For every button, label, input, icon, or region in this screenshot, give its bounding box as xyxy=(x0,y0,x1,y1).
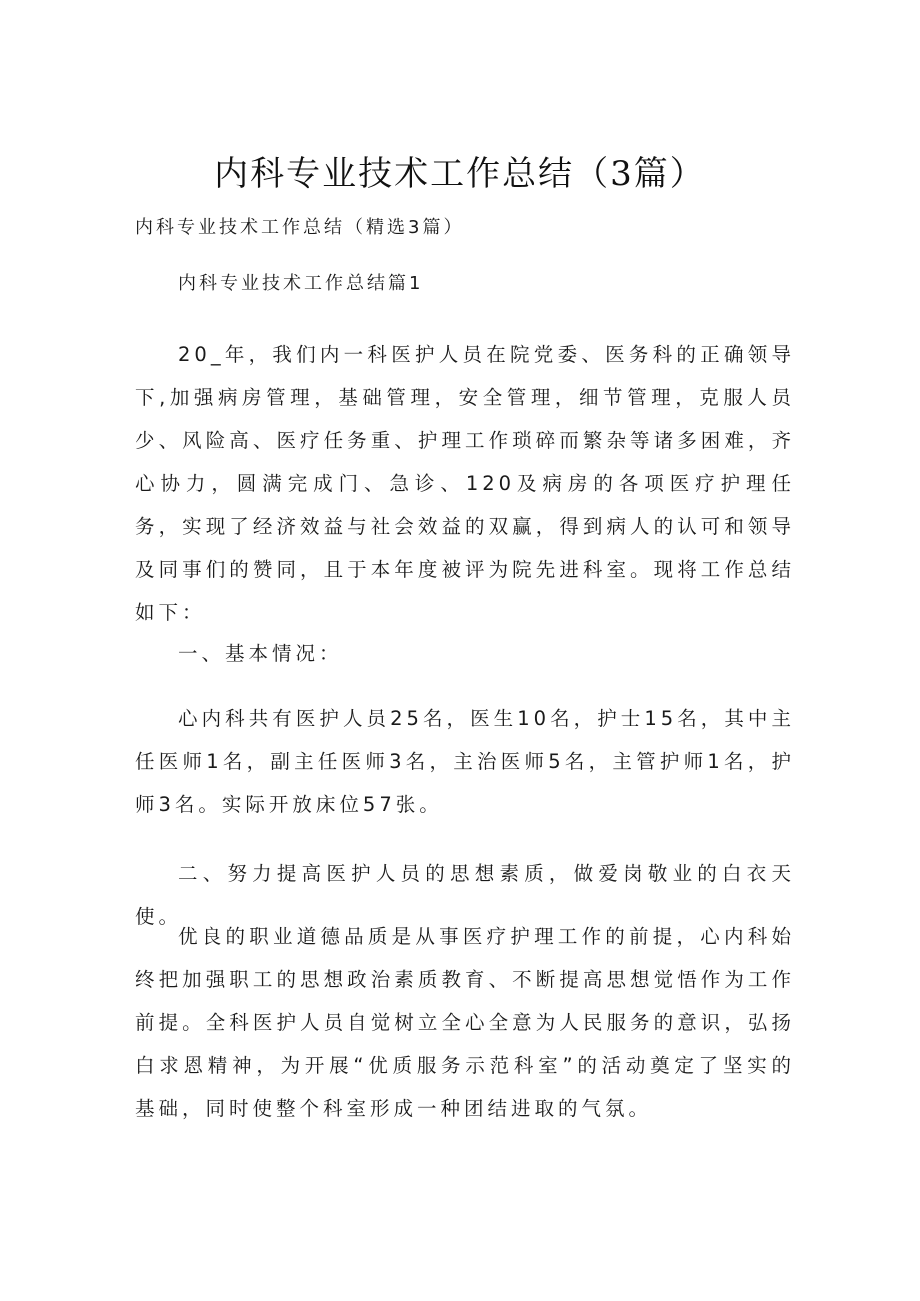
document-subtitle: 内科专业技术工作总结（精选3篇） xyxy=(135,217,465,238)
paragraph-professional-ethics: 优良的职业道德品质是从事医疗护理工作的前提，心内科始终把加强职工的思想政治素质教育、不断提高思想觉悟作为工作前提。全科医护人员自觉树立全心全意为人民服务的意识，弘扬白求恩精神，为开展“优质服务示范科室”的活动奠定了坚实的基础，同时使整个科室形成一种团结进取的气氛。 xyxy=(135,925,795,1120)
paragraph-intro: 20_年，我们内一科医护人员在院党委、医务科的正确领导下,加强病房管理，基础管理，安全管理，细节管理，克服人员少、风险高、医疗任务重、护理工作琐碎而繁杂等诸多困难，齐心协力，圆满完成门、急诊、120及病房的各项医疗护理任务，实现了经济效益与社会效益的双赢，得到病人的认可和领导及同事们的赞同，且于本年度被评为院先进科室。现将工作总结如下： xyxy=(135,343,795,624)
paragraph-staff-count: 心内科共有医护人员25名，医生10名，护士15名，其中主任医师1名，副主任医师3名，主治医师5名，主管护师1名，护师3名。实际开放床位57张。 xyxy=(135,707,795,816)
section-heading: 内科专业技术工作总结篇1 xyxy=(178,273,424,294)
document-title: 内科专业技术工作总结（3篇） xyxy=(214,154,706,194)
heading-improve-quality: 二、努力提高医护人员的思想素质，做爱岗敬业的白衣天使。 xyxy=(135,862,795,928)
heading-basic-situation: 一、基本情况： xyxy=(178,642,343,665)
